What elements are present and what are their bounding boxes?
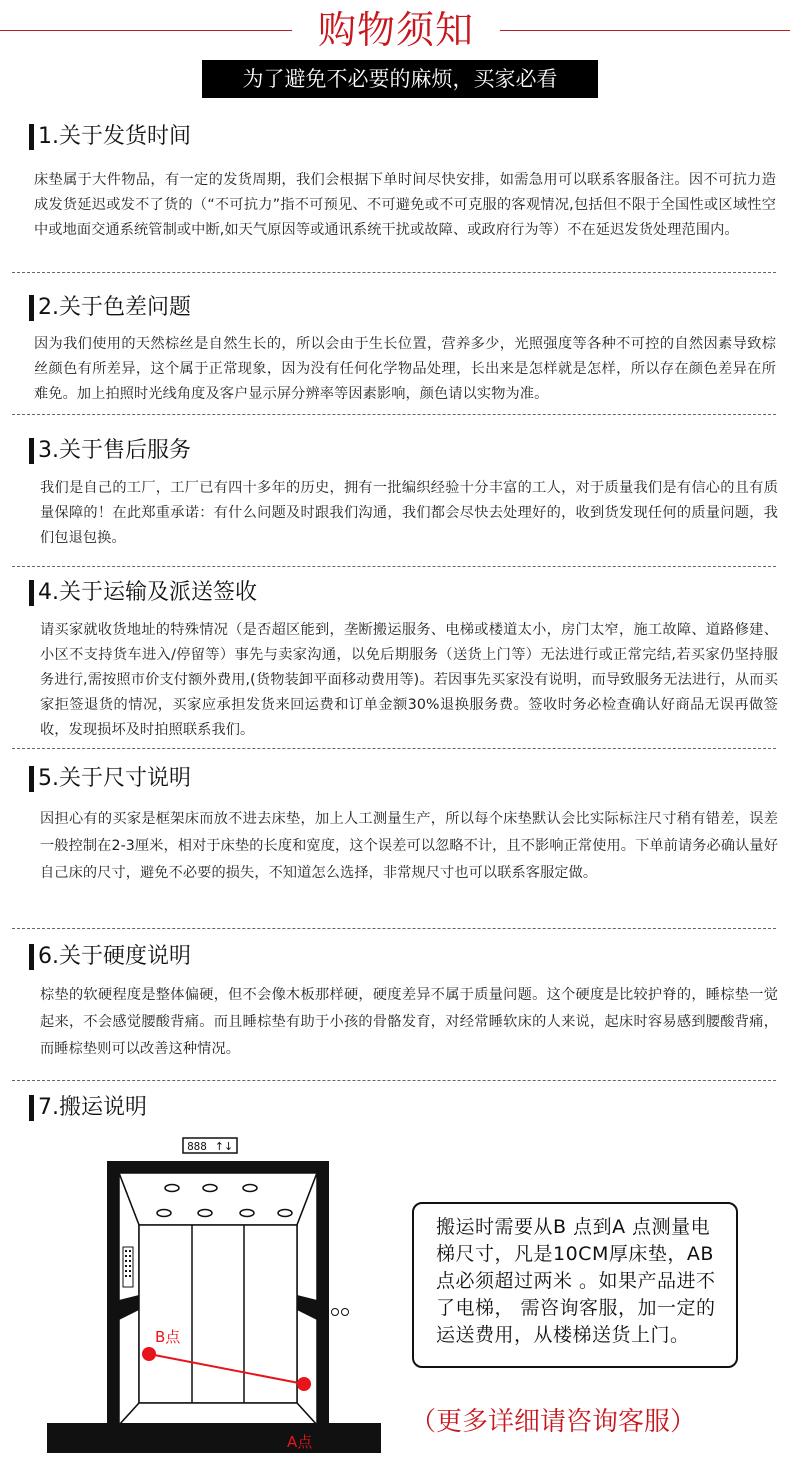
section-body: 因为我们使用的天然棕丝是自然生长的，所以会由于生长位置，营养多少，光照强度等各种不可控的自然因素导致棕丝颜色有所差异，这个属于正常现象，因为没有任何化学物品处理，长出来是怎样就是怎样，所以存在颜色差异在所难免。加上拍照时光线角度及客户显示屏分辨率等因素影响，颜色请以实物为准。	[34, 336, 776, 402]
section-heading: 7.搬运说明	[29, 1095, 147, 1121]
elevator-floor	[119, 1403, 317, 1425]
elevator-back-wall	[139, 1225, 297, 1403]
header-rule-left	[0, 30, 292, 31]
floor-display-arrows: ↑↓	[214, 1140, 234, 1153]
consult-customer-service: （更多详细请咨询客服）	[410, 1407, 697, 1437]
section-heading: 6.关于硬度说明	[29, 944, 191, 970]
elevator-base	[47, 1423, 381, 1453]
point-a-label: A点	[287, 1433, 313, 1451]
section-body: 我们是自己的工厂，工厂已有四十多年的历史，拥有一批编织经验十分丰富的工人，对于质量我们是有信心的且有质量保障的！在此郑重承诺：有什么问题及时跟我们沟通，我们都会尽快去处理好的，收到货发现任何的质量问题，我们包退包换。	[40, 480, 778, 546]
section-body: 请买家就收货地址的特殊情况（是否超区能到，垄断搬运服务、电梯或楼道太小，房门太窄，施工故障、道路修建、小区不支持货车进入/停留等）事先与卖家沟通，以免后期服务（送货上门等）无法进行或正常完结,若买家仍坚持服务进行,需按照市价支付额外费用,(货物装卸平面移动费用等)。若因事先买家没有说明，而导致服务无法进行，从而买家拒签退货的情况，买家应承担发货来回运费和订单金额30%退换服务费。签收时务必检查确认好商品无误再做签收，发现损坏及时拍照联系我们。	[40, 622, 778, 738]
section-body: 棕垫的软硬程度是整体偏硬，但不会像木板那样硬，硬度差异不属于质量问题。这个硬度是比较护脊的，睡棕垫一觉起来，不会感觉腰酸背痛。而且睡棕垫有助于小孩的骨骼发育，对经常睡软床的人来说，起床时容易感到腰酸背痛，而睡棕垫则可以改善这种情况。	[40, 987, 778, 1057]
control-panel	[123, 1247, 133, 1287]
carrying-note-text: 搬运时需要从B 点到A 点测量电梯尺寸，凡是10CM厚床垫，AB点必须超过两米 。如果产品进不了电梯， 需咨询客服，加一定的运送费用，从楼梯送货上门。	[436, 1216, 716, 1346]
floor-display-number: 888	[187, 1140, 207, 1153]
section-body: 因担心有的买家是框架床而放不进去床垫，加上人工测量生产，所以每个床垫默认会比实际标注尺寸稍有错差，误差一般控制在2-3厘米，相对于床垫的长度和宽度，这个误差可以忽略不计，且不影响正常使用。下单前请务必确认量好自己床的尺寸，避免不必要的损失，不知道怎么选择，非常规尺寸也可以联系客服定做。	[40, 811, 778, 881]
section-divider	[12, 1080, 776, 1081]
section-heading: 5.关于尺寸说明	[29, 766, 191, 792]
call-button-up	[332, 1309, 339, 1316]
page-header	[0, 0, 790, 110]
section-divider	[12, 566, 776, 567]
section-body: 床垫属于大件物品，有一定的发货周期，我们会根据下单时间尽快安排，如需急用可以联系客服备注。因不可抗力造成发货延迟或发不了货的（“不可抗力”指不可预见、不可避免或不可克服的客观情况,包括但不限于全国性或区域性空中或地面交通系统管制或中断,如天气原因等或通讯系统干扰或故障、或政府行为等）不在延迟发货处理范围内。	[34, 172, 776, 238]
call-button-down	[342, 1309, 349, 1316]
elevator-illustration	[47, 1135, 392, 1455]
section-heading: 2.关于色差问题	[29, 295, 191, 321]
section-divider	[12, 272, 776, 273]
elevator-ceiling	[119, 1173, 317, 1225]
section-divider	[12, 748, 776, 749]
section-divider	[12, 414, 776, 415]
carrying-note-box	[412, 1202, 738, 1368]
section-heading: 3.关于售后服务	[29, 438, 191, 464]
section-heading: 1.关于发货时间	[29, 124, 191, 150]
point-a-marker	[297, 1377, 311, 1391]
header-rule-right	[500, 30, 790, 31]
page-title: 购物须知	[317, 8, 474, 52]
page-subtitle-banner: 为了避免不必要的麻烦，买家必看	[202, 60, 598, 98]
section-divider	[12, 928, 776, 929]
point-b-marker	[142, 1347, 156, 1361]
point-b-label: B点	[155, 1328, 181, 1346]
section-heading: 4.关于运输及派送签收	[29, 580, 257, 606]
